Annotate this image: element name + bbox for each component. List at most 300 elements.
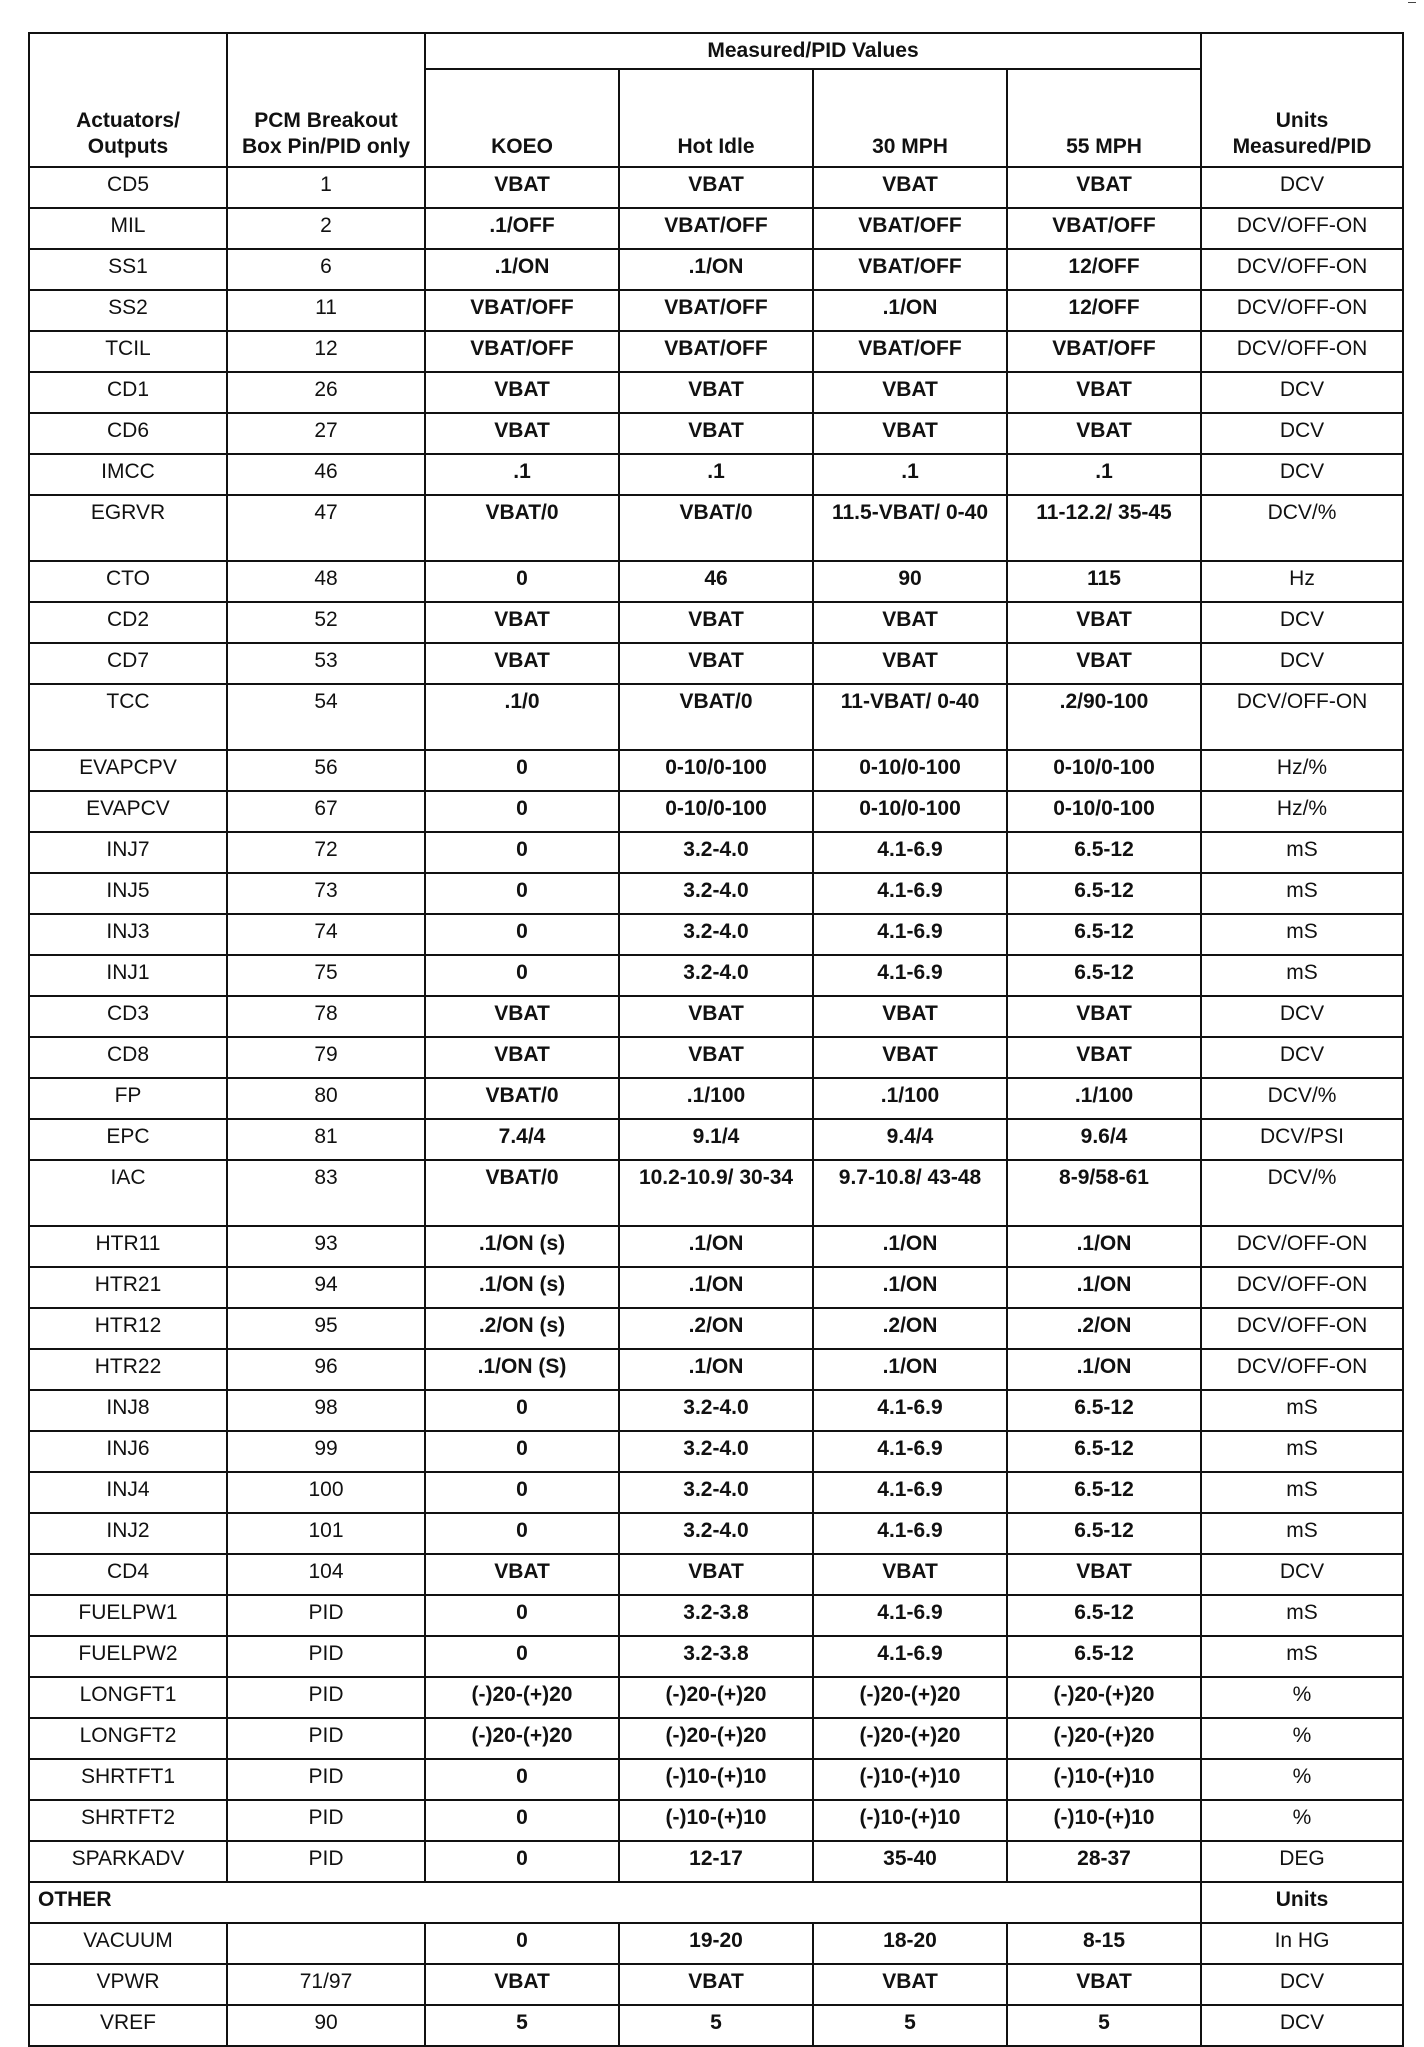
- koeo-cell: 5: [425, 2005, 619, 2046]
- mph55-cell: 6.5-12: [1007, 1431, 1201, 1472]
- koeo-cell: 0: [425, 791, 619, 832]
- koeo-cell: VBAT/OFF: [425, 331, 619, 372]
- mph30-cell: 11-VBAT/ 0-40: [813, 684, 1007, 750]
- units-cell: DCV/%: [1201, 1078, 1403, 1119]
- units-cell: DCV: [1201, 372, 1403, 413]
- table-row: [29, 1390, 1403, 1431]
- units-cell: mS: [1201, 1472, 1403, 1513]
- mph55-cell: .2/90-100: [1007, 684, 1201, 750]
- mph30-cell: 4.1-6.9: [813, 914, 1007, 955]
- mph30-cell: 5: [813, 2005, 1007, 2046]
- koeo-cell: VBAT: [425, 1964, 619, 2005]
- koeo-cell: VBAT/0: [425, 1160, 619, 1226]
- actuator-name-cell: CTO: [29, 561, 227, 602]
- pin-cell: 11: [227, 290, 425, 331]
- units-cell: In HG: [1201, 1923, 1403, 1964]
- mph55-cell: 5: [1007, 2005, 1201, 2046]
- mph30-cell: .1/ON: [813, 1349, 1007, 1390]
- actuator-name-cell: VREF: [29, 2005, 227, 2046]
- koeo-cell: VBAT: [425, 602, 619, 643]
- mph55-cell: VBAT: [1007, 643, 1201, 684]
- units-cell: DCV/OFF-ON: [1201, 208, 1403, 249]
- table-row: [29, 1472, 1403, 1513]
- header-30mph: 30 MPH: [813, 69, 1007, 167]
- mph55-cell: 6.5-12: [1007, 914, 1201, 955]
- hot-idle-cell: VBAT/OFF: [619, 208, 813, 249]
- koeo-cell: VBAT/OFF: [425, 290, 619, 331]
- hot-idle-cell: 10.2-10.9/ 30-34: [619, 1160, 813, 1226]
- koeo-cell: .2/ON (s): [425, 1308, 619, 1349]
- actuator-name-cell: SS1: [29, 249, 227, 290]
- actuator-name-cell: SHRTFT1: [29, 1759, 227, 1800]
- mph55-cell: VBAT/OFF: [1007, 331, 1201, 372]
- mph30-cell: .2/ON: [813, 1308, 1007, 1349]
- mph55-cell: 6.5-12: [1007, 873, 1201, 914]
- actuator-name-cell: CD1: [29, 372, 227, 413]
- header-pin: PCM Breakout Box Pin/PID only: [227, 33, 425, 167]
- koeo-cell: VBAT/0: [425, 1078, 619, 1119]
- units-cell: DCV/OFF-ON: [1201, 684, 1403, 750]
- header-units: Units Measured/PID: [1201, 33, 1403, 167]
- units-cell: mS: [1201, 1636, 1403, 1677]
- units-cell: DCV: [1201, 643, 1403, 684]
- actuator-name-cell: FUELPW2: [29, 1636, 227, 1677]
- pin-cell: 54: [227, 684, 425, 750]
- units-cell: DCV: [1201, 996, 1403, 1037]
- hot-idle-cell: 3.2-4.0: [619, 873, 813, 914]
- mph55-cell: 0-10/0-100: [1007, 791, 1201, 832]
- pin-cell: 81: [227, 1119, 425, 1160]
- table-row: [29, 684, 1403, 750]
- units-cell: DCV/OFF-ON: [1201, 290, 1403, 331]
- mph55-cell: VBAT: [1007, 1554, 1201, 1595]
- koeo-cell: 0: [425, 750, 619, 791]
- hot-idle-cell: 0-10/0-100: [619, 791, 813, 832]
- table-row: [29, 1554, 1403, 1595]
- hot-idle-cell: VBAT: [619, 167, 813, 208]
- pin-cell: 12: [227, 331, 425, 372]
- hot-idle-cell: 19-20: [619, 1923, 813, 1964]
- actuator-name-cell: SHRTFT2: [29, 1800, 227, 1841]
- hot-idle-cell: VBAT: [619, 1964, 813, 2005]
- units-cell: %: [1201, 1800, 1403, 1841]
- pin-cell: 100: [227, 1472, 425, 1513]
- actuator-name-cell: TCIL: [29, 331, 227, 372]
- hot-idle-cell: 5: [619, 2005, 813, 2046]
- table-row: [29, 290, 1403, 331]
- mph30-cell: 90: [813, 561, 1007, 602]
- other-section: [29, 1882, 1403, 2046]
- table-row: [29, 208, 1403, 249]
- units-cell: Hz/%: [1201, 791, 1403, 832]
- table-row: [29, 413, 1403, 454]
- actuator-name-cell: INJ7: [29, 832, 227, 873]
- pin-cell: 101: [227, 1513, 425, 1554]
- units-cell: mS: [1201, 1431, 1403, 1472]
- koeo-cell: 0: [425, 1923, 619, 1964]
- pin-cell: 47: [227, 495, 425, 561]
- koeo-cell: 0: [425, 1595, 619, 1636]
- table-row: [29, 1636, 1403, 1677]
- units-cell: DCV/%: [1201, 495, 1403, 561]
- koeo-cell: VBAT: [425, 643, 619, 684]
- table-row: [29, 955, 1403, 996]
- mph30-cell: (-)10-(+)10: [813, 1800, 1007, 1841]
- mph55-cell: 115: [1007, 561, 1201, 602]
- table-body: [29, 167, 1403, 1882]
- pin-cell: PID: [227, 1800, 425, 1841]
- actuator-name-cell: INJ6: [29, 1431, 227, 1472]
- hot-idle-cell: VBAT: [619, 643, 813, 684]
- mph55-cell: VBAT: [1007, 413, 1201, 454]
- mph30-cell: (-)20-(+)20: [813, 1718, 1007, 1759]
- table-row: [29, 750, 1403, 791]
- koeo-cell: VBAT: [425, 372, 619, 413]
- hot-idle-cell: .2/ON: [619, 1308, 813, 1349]
- table-row: [29, 1119, 1403, 1160]
- hot-idle-cell: VBAT/0: [619, 495, 813, 561]
- mph55-cell: 6.5-12: [1007, 1472, 1201, 1513]
- mph55-cell: VBAT/OFF: [1007, 208, 1201, 249]
- actuator-name-cell: INJ1: [29, 955, 227, 996]
- actuator-name-cell: TCC: [29, 684, 227, 750]
- other-units-label: Units: [1201, 1882, 1403, 1923]
- hot-idle-cell: 3.2-4.0: [619, 832, 813, 873]
- table-row: [29, 643, 1403, 684]
- pid-values-sheet: [28, 32, 1402, 2047]
- table-row: [29, 914, 1403, 955]
- pin-cell: 1: [227, 167, 425, 208]
- hot-idle-cell: .1/ON: [619, 1349, 813, 1390]
- koeo-cell: 0: [425, 955, 619, 996]
- actuator-name-cell: SPARKADV: [29, 1841, 227, 1882]
- hot-idle-cell: VBAT: [619, 413, 813, 454]
- pin-cell: 6: [227, 249, 425, 290]
- units-cell: DCV: [1201, 1037, 1403, 1078]
- units-cell: Hz: [1201, 561, 1403, 602]
- koeo-cell: (-)20-(+)20: [425, 1677, 619, 1718]
- mph55-cell: VBAT: [1007, 1037, 1201, 1078]
- pin-cell: 72: [227, 832, 425, 873]
- table-row: [29, 1677, 1403, 1718]
- actuator-name-cell: FP: [29, 1078, 227, 1119]
- table-row: [29, 1037, 1403, 1078]
- pin-cell: 90: [227, 2005, 425, 2046]
- hot-idle-cell: VBAT: [619, 996, 813, 1037]
- hot-idle-cell: 3.2-3.8: [619, 1636, 813, 1677]
- koeo-cell: VBAT/0: [425, 495, 619, 561]
- units-cell: mS: [1201, 914, 1403, 955]
- mph55-cell: .1/ON: [1007, 1226, 1201, 1267]
- units-cell: %: [1201, 1718, 1403, 1759]
- other-header-row: [29, 1882, 1403, 1923]
- mph30-cell: 4.1-6.9: [813, 1595, 1007, 1636]
- hot-idle-cell: .1: [619, 454, 813, 495]
- pin-cell: [227, 1923, 425, 1964]
- mph55-cell: (-)20-(+)20: [1007, 1677, 1201, 1718]
- actuator-name-cell: LONGFT1: [29, 1677, 227, 1718]
- mph55-cell: 6.5-12: [1007, 1595, 1201, 1636]
- table-row: [29, 249, 1403, 290]
- pin-cell: 104: [227, 1554, 425, 1595]
- mph30-cell: .1: [813, 454, 1007, 495]
- actuator-name-cell: HTR21: [29, 1267, 227, 1308]
- koeo-cell: VBAT: [425, 413, 619, 454]
- hot-idle-cell: .1/ON: [619, 1226, 813, 1267]
- pin-cell: 99: [227, 1431, 425, 1472]
- mph55-cell: 8-9/58-61: [1007, 1160, 1201, 1226]
- pin-cell: 78: [227, 996, 425, 1037]
- mph30-cell: 4.1-6.9: [813, 832, 1007, 873]
- mph30-cell: .1/ON: [813, 1267, 1007, 1308]
- actuator-name-cell: CD4: [29, 1554, 227, 1595]
- table-row: [29, 996, 1403, 1037]
- mph30-cell: 11.5-VBAT/ 0-40: [813, 495, 1007, 561]
- table-row: [29, 832, 1403, 873]
- koeo-cell: VBAT: [425, 167, 619, 208]
- hot-idle-cell: VBAT/OFF: [619, 290, 813, 331]
- table-row: [29, 495, 1403, 561]
- units-cell: DCV: [1201, 1554, 1403, 1595]
- actuator-name-cell: HTR22: [29, 1349, 227, 1390]
- mph55-cell: .1/ON: [1007, 1267, 1201, 1308]
- table-row: [29, 1267, 1403, 1308]
- koeo-cell: 0: [425, 1759, 619, 1800]
- mph30-cell: 35-40: [813, 1841, 1007, 1882]
- mph55-cell: VBAT: [1007, 602, 1201, 643]
- mph55-cell: VBAT: [1007, 167, 1201, 208]
- hot-idle-cell: .1/ON: [619, 249, 813, 290]
- koeo-cell: 0: [425, 1841, 619, 1882]
- units-cell: DCV/OFF-ON: [1201, 1267, 1403, 1308]
- actuator-name-cell: CD3: [29, 996, 227, 1037]
- mph55-cell: 6.5-12: [1007, 1513, 1201, 1554]
- mph55-cell: VBAT: [1007, 372, 1201, 413]
- table-row: [29, 1718, 1403, 1759]
- hot-idle-cell: VBAT/OFF: [619, 331, 813, 372]
- actuator-name-cell: CD2: [29, 602, 227, 643]
- actuator-name-cell: HTR12: [29, 1308, 227, 1349]
- mph30-cell: .1/ON: [813, 1226, 1007, 1267]
- units-cell: DCV/OFF-ON: [1201, 1349, 1403, 1390]
- units-cell: DCV/PSI: [1201, 1119, 1403, 1160]
- mph55-cell: .1: [1007, 454, 1201, 495]
- actuator-name-cell: MIL: [29, 208, 227, 249]
- koeo-cell: .1/OFF: [425, 208, 619, 249]
- units-cell: %: [1201, 1759, 1403, 1800]
- mph55-cell: 6.5-12: [1007, 955, 1201, 996]
- pin-cell: 53: [227, 643, 425, 684]
- koeo-cell: 0: [425, 1431, 619, 1472]
- actuator-name-cell: INJ2: [29, 1513, 227, 1554]
- actuator-name-cell: EPC: [29, 1119, 227, 1160]
- mph55-cell: 6.5-12: [1007, 1636, 1201, 1677]
- pin-cell: 74: [227, 914, 425, 955]
- koeo-cell: 0: [425, 832, 619, 873]
- units-cell: DCV: [1201, 413, 1403, 454]
- mph55-cell: 28-37: [1007, 1841, 1201, 1882]
- pin-cell: PID: [227, 1636, 425, 1677]
- hot-idle-cell: 12-17: [619, 1841, 813, 1882]
- mph30-cell: .1/100: [813, 1078, 1007, 1119]
- units-cell: DCV/%: [1201, 1160, 1403, 1226]
- pin-cell: 79: [227, 1037, 425, 1078]
- units-cell: mS: [1201, 832, 1403, 873]
- units-cell: mS: [1201, 955, 1403, 996]
- units-cell: mS: [1201, 1390, 1403, 1431]
- hot-idle-cell: 3.2-4.0: [619, 1472, 813, 1513]
- mph55-cell: (-)10-(+)10: [1007, 1800, 1201, 1841]
- pin-cell: 83: [227, 1160, 425, 1226]
- mph30-cell: 0-10/0-100: [813, 750, 1007, 791]
- hot-idle-cell: 3.2-3.8: [619, 1595, 813, 1636]
- table-row: [29, 1349, 1403, 1390]
- koeo-cell: VBAT: [425, 996, 619, 1037]
- koeo-cell: VBAT: [425, 1037, 619, 1078]
- units-cell: DEG: [1201, 1841, 1403, 1882]
- actuator-name-cell: EVAPCPV: [29, 750, 227, 791]
- koeo-cell: .1/ON (s): [425, 1226, 619, 1267]
- actuator-name-cell: INJ5: [29, 873, 227, 914]
- mph30-cell: 18-20: [813, 1923, 1007, 1964]
- mph30-cell: VBAT: [813, 167, 1007, 208]
- header-actuators: Actuators/ Outputs: [29, 33, 227, 167]
- hot-idle-cell: VBAT: [619, 372, 813, 413]
- mph30-cell: 4.1-6.9: [813, 1636, 1007, 1677]
- actuator-name-cell: SS2: [29, 290, 227, 331]
- hot-idle-cell: (-)10-(+)10: [619, 1759, 813, 1800]
- units-cell: DCV: [1201, 454, 1403, 495]
- units-cell: DCV/OFF-ON: [1201, 249, 1403, 290]
- table-row: [29, 602, 1403, 643]
- actuator-name-cell: LONGFT2: [29, 1718, 227, 1759]
- koeo-cell: 0: [425, 1472, 619, 1513]
- mph55-cell: 6.5-12: [1007, 1390, 1201, 1431]
- table-row: [29, 1759, 1403, 1800]
- koeo-cell: .1/ON: [425, 249, 619, 290]
- hot-idle-cell: VBAT: [619, 1037, 813, 1078]
- hot-idle-cell: 3.2-4.0: [619, 955, 813, 996]
- mph30-cell: 0-10/0-100: [813, 791, 1007, 832]
- units-cell: DCV: [1201, 167, 1403, 208]
- actuator-name-cell: VACUUM: [29, 1923, 227, 1964]
- actuator-name-cell: VPWR: [29, 1964, 227, 2005]
- hot-idle-cell: 3.2-4.0: [619, 1431, 813, 1472]
- mph30-cell: (-)20-(+)20: [813, 1677, 1007, 1718]
- pin-cell: 27: [227, 413, 425, 454]
- koeo-cell: 0: [425, 914, 619, 955]
- pin-cell: 93: [227, 1226, 425, 1267]
- mph55-cell: 0-10/0-100: [1007, 750, 1201, 791]
- units-cell: Hz/%: [1201, 750, 1403, 791]
- koeo-cell: .1/ON (s): [425, 1267, 619, 1308]
- actuator-name-cell: INJ4: [29, 1472, 227, 1513]
- units-cell: DCV/OFF-ON: [1201, 1226, 1403, 1267]
- koeo-cell: .1: [425, 454, 619, 495]
- header-koeo: KOEO: [425, 69, 619, 167]
- table-row: [29, 2005, 1403, 2046]
- corner-mark: [1408, 2, 1416, 3]
- other-label: OTHER: [29, 1882, 1201, 1923]
- pin-cell: 56: [227, 750, 425, 791]
- mph55-cell: VBAT: [1007, 1964, 1201, 2005]
- pin-cell: 46: [227, 454, 425, 495]
- hot-idle-cell: .1/100: [619, 1078, 813, 1119]
- hot-idle-cell: 9.1/4: [619, 1119, 813, 1160]
- units-cell: DCV/OFF-ON: [1201, 331, 1403, 372]
- table-row: [29, 167, 1403, 208]
- hot-idle-cell: 0-10/0-100: [619, 750, 813, 791]
- pin-cell: 2: [227, 208, 425, 249]
- actuator-name-cell: INJ8: [29, 1390, 227, 1431]
- mph30-cell: VBAT: [813, 1964, 1007, 2005]
- mph30-cell: 4.1-6.9: [813, 873, 1007, 914]
- hot-idle-cell: 3.2-4.0: [619, 914, 813, 955]
- mph55-cell: 6.5-12: [1007, 832, 1201, 873]
- pin-cell: 96: [227, 1349, 425, 1390]
- mph55-cell: (-)20-(+)20: [1007, 1718, 1201, 1759]
- mph55-cell: (-)10-(+)10: [1007, 1759, 1201, 1800]
- table-row: [29, 1595, 1403, 1636]
- actuator-name-cell: CD7: [29, 643, 227, 684]
- mph30-cell: VBAT: [813, 1037, 1007, 1078]
- mph30-cell: 4.1-6.9: [813, 1513, 1007, 1554]
- hot-idle-cell: (-)10-(+)10: [619, 1800, 813, 1841]
- table-row: [29, 1800, 1403, 1841]
- actuator-name-cell: IAC: [29, 1160, 227, 1226]
- hot-idle-cell: 46: [619, 561, 813, 602]
- actuator-name-cell: INJ3: [29, 914, 227, 955]
- mph30-cell: VBAT: [813, 996, 1007, 1037]
- mph55-cell: .1/ON: [1007, 1349, 1201, 1390]
- table-header: [29, 33, 1403, 167]
- units-cell: mS: [1201, 1595, 1403, 1636]
- mph30-cell: VBAT/OFF: [813, 208, 1007, 249]
- hot-idle-cell: VBAT/0: [619, 684, 813, 750]
- pin-cell: 52: [227, 602, 425, 643]
- mph30-cell: 9.7-10.8/ 43-48: [813, 1160, 1007, 1226]
- table-row: [29, 331, 1403, 372]
- mph30-cell: VBAT: [813, 413, 1007, 454]
- mph30-cell: VBAT: [813, 372, 1007, 413]
- koeo-cell: 0: [425, 1513, 619, 1554]
- mph30-cell: VBAT: [813, 602, 1007, 643]
- table-row: [29, 1160, 1403, 1226]
- actuator-name-cell: CD5: [29, 167, 227, 208]
- hot-idle-cell: .1/ON: [619, 1267, 813, 1308]
- pin-cell: PID: [227, 1841, 425, 1882]
- koeo-cell: 0: [425, 873, 619, 914]
- table-row: [29, 1226, 1403, 1267]
- koeo-cell: 0: [425, 1800, 619, 1841]
- koeo-cell: (-)20-(+)20: [425, 1718, 619, 1759]
- mph30-cell: VBAT: [813, 643, 1007, 684]
- pin-cell: 94: [227, 1267, 425, 1308]
- table-row: [29, 1308, 1403, 1349]
- mph30-cell: .1/ON: [813, 290, 1007, 331]
- units-cell: DCV: [1201, 2005, 1403, 2046]
- hot-idle-cell: 3.2-4.0: [619, 1513, 813, 1554]
- pin-cell: PID: [227, 1718, 425, 1759]
- header-55mph: 55 MPH: [1007, 69, 1201, 167]
- units-cell: mS: [1201, 873, 1403, 914]
- pin-cell: 67: [227, 791, 425, 832]
- mph55-cell: 8-15: [1007, 1923, 1201, 1964]
- hot-idle-cell: (-)20-(+)20: [619, 1718, 813, 1759]
- actuator-name-cell: CD8: [29, 1037, 227, 1078]
- units-cell: mS: [1201, 1513, 1403, 1554]
- actuator-name-cell: CD6: [29, 413, 227, 454]
